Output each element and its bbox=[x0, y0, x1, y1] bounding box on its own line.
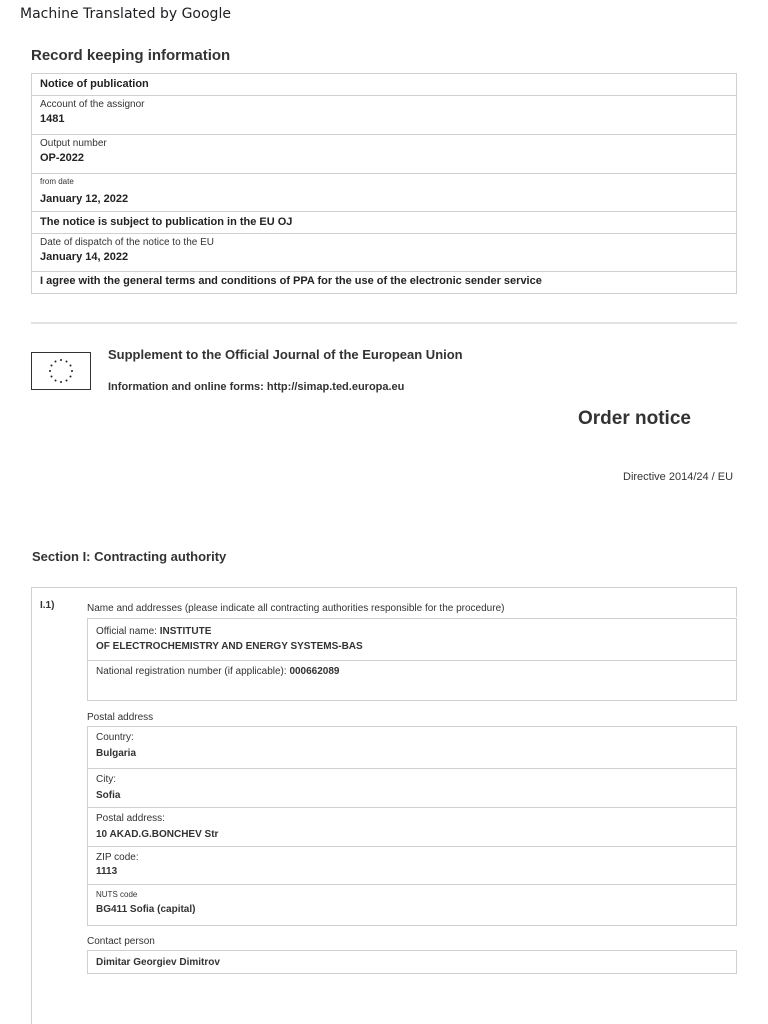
nuts-cell bbox=[88, 885, 736, 925]
supplement-info: Information and online forms: http://simap.ted.europa.eu bbox=[108, 381, 405, 393]
country-value: Bulgaria bbox=[96, 748, 137, 759]
output-number-value: OP-2022 bbox=[40, 152, 85, 164]
from-date-value: January 12, 2022 bbox=[40, 193, 129, 205]
assignor-row bbox=[32, 96, 736, 135]
directive-label: Directive 2014/24 / EU bbox=[623, 471, 734, 483]
contact-person-value: Dimitar Georgiev Dimitrov bbox=[96, 957, 220, 968]
postal-address-box bbox=[87, 726, 737, 926]
assignor-value: 1481 bbox=[40, 113, 65, 125]
postal-label: Postal address: bbox=[96, 813, 165, 824]
zip-value: 1113 bbox=[96, 866, 118, 877]
machine-translated-banner: Machine Translated by Google bbox=[20, 6, 231, 22]
section-number: I.1) bbox=[40, 600, 55, 611]
city-value: Sofia bbox=[96, 790, 121, 801]
city-cell bbox=[88, 769, 736, 808]
section-1-right-edge bbox=[736, 587, 737, 617]
nuts-value: BG411 Sofia (capital) bbox=[96, 904, 196, 915]
from-date-row bbox=[32, 174, 736, 212]
output-number-label: Output number bbox=[40, 138, 107, 149]
postal-value: 10 AKAD.G.BONCHEV Str bbox=[96, 829, 219, 840]
notice-of-publication: Notice of publication bbox=[40, 78, 149, 90]
record-keeping-title: Record keeping information bbox=[31, 47, 231, 64]
eu-flag-icon bbox=[31, 352, 91, 390]
agreement-text: I agree with the general terms and conditions of PPA for the use of the electronic sender service bbox=[40, 275, 542, 287]
output-number-row bbox=[32, 135, 736, 174]
country-cell bbox=[88, 727, 736, 769]
postal-cell bbox=[88, 808, 736, 847]
record-keeping-table bbox=[31, 73, 737, 294]
national-reg-label: National registration number (if applicable): bbox=[96, 666, 290, 677]
national-reg-cell bbox=[88, 661, 736, 700]
agreement-row bbox=[32, 272, 736, 293]
subject-to-publication: The notice is subject to publication in the EU OJ bbox=[40, 216, 293, 228]
order-notice-title: Order notice bbox=[578, 408, 691, 429]
dispatch-label: Date of dispatch of the notice to the EU bbox=[40, 237, 214, 248]
contact-person-box bbox=[87, 950, 737, 974]
nuts-label: NUTS code bbox=[96, 890, 138, 899]
dispatch-row bbox=[32, 234, 736, 272]
official-name-label: Official name: bbox=[96, 626, 160, 637]
eu-stars-icon bbox=[32, 353, 90, 389]
zip-label: ZIP code: bbox=[96, 852, 139, 863]
subject-publication-row bbox=[32, 212, 736, 234]
dispatch-value: January 14, 2022 bbox=[40, 251, 129, 263]
city-label: City: bbox=[96, 774, 116, 785]
zip-cell bbox=[88, 847, 736, 885]
national-reg-value: 000662089 bbox=[289, 666, 340, 677]
supplement-title: Supplement to the Official Journal of the European Union bbox=[108, 347, 463, 362]
section-1-title: Section I: Contracting authority bbox=[32, 549, 227, 564]
name-addresses-label: Name and addresses (please indicate all contracting authorities responsible for the procedure) bbox=[87, 603, 505, 614]
postal-address-heading: Postal address bbox=[87, 712, 154, 723]
country-label: Country: bbox=[96, 732, 134, 743]
official-name-cell bbox=[88, 619, 736, 661]
official-name-value-2: OF ELECTROCHEMISTRY AND ENERGY SYSTEMS-BAS bbox=[96, 641, 363, 652]
notice-of-publication-row bbox=[32, 74, 736, 96]
official-name-box bbox=[87, 618, 737, 701]
assignor-label: Account of the assignor bbox=[40, 99, 145, 110]
contact-person-heading: Contact person bbox=[87, 936, 155, 947]
official-name-value-1: INSTITUTE bbox=[159, 626, 212, 637]
from-date-label: from date bbox=[40, 177, 74, 186]
section-divider bbox=[31, 322, 737, 324]
